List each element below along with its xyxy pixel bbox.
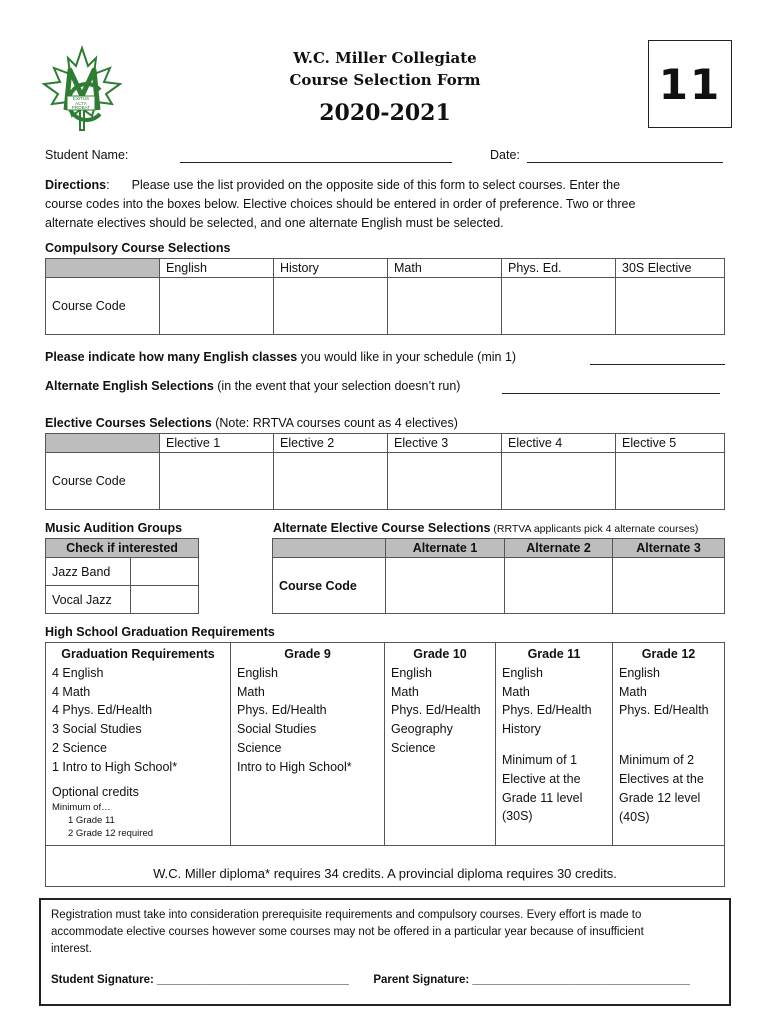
notice-box xyxy=(39,898,731,1006)
parent-signature[interactable]: Parent Signature: __________________________________ xyxy=(373,974,690,986)
grade12-note: Minimum of 2 xyxy=(619,753,695,768)
electives-note: (Note: RRTVA courses count as 4 electives) xyxy=(211,416,458,430)
compulsory-col-30s: 30S Elective xyxy=(616,259,725,278)
electives-table xyxy=(45,433,725,510)
grade12-note: (40S) xyxy=(619,809,650,824)
grade12-note: Electives at the xyxy=(619,771,704,786)
grad-header-grade12: Grade 12 xyxy=(641,647,696,661)
grade12-item: English xyxy=(619,665,660,680)
logo-motto: EXITUS ACTA PROBAT xyxy=(71,96,91,110)
grade11-note: Elective at the xyxy=(502,771,581,786)
grade9-item: English xyxy=(237,665,278,680)
compulsory-row-label: Course Code xyxy=(46,278,160,335)
directions-line1: Please use the list provided on the opposite side of this form to select courses. Enter the xyxy=(131,178,621,192)
date-field[interactable] xyxy=(527,162,723,163)
directions-line2: course codes into the boxes below. Elective choices should be entered in order of preference. Two or three xyxy=(45,197,636,211)
grade12-item: Phys. Ed/Health xyxy=(619,703,709,718)
grad-col-grade9 xyxy=(231,643,385,846)
grade10-item: Math xyxy=(391,684,419,699)
alternate-english-bold: Alternate English Selections xyxy=(45,379,214,393)
grad-col-requirements xyxy=(46,643,231,846)
compulsory-title: Compulsory Course Selections xyxy=(45,241,231,255)
music-row-jazz-band: Jazz Band xyxy=(46,558,131,586)
grade-badge xyxy=(648,40,732,128)
grade9-item: Math xyxy=(237,684,265,699)
grade11-item: English xyxy=(502,665,543,680)
signature-row xyxy=(51,972,719,989)
student-name-field[interactable] xyxy=(180,162,452,163)
compulsory-col-math: Math xyxy=(388,259,502,278)
elective-col-3: Elective 3 xyxy=(388,434,502,453)
grade10-item: Phys. Ed/Health xyxy=(391,703,481,718)
grade9-item: Science xyxy=(237,740,282,755)
grad-col-grade11 xyxy=(496,643,613,846)
student-name-label: Student Name: xyxy=(45,148,129,162)
elective-input-3[interactable] xyxy=(388,453,502,510)
alternate-col-1: Alternate 1 xyxy=(386,539,505,558)
school-name: W.C. Miller Collegiate xyxy=(293,49,477,67)
notice-line3: interest. xyxy=(51,943,92,955)
grade10-item: English xyxy=(391,665,432,680)
student-signature[interactable]: Student Signature: ______________________________ xyxy=(51,974,349,986)
elective-col-1: Elective 1 xyxy=(160,434,274,453)
compulsory-input-history[interactable] xyxy=(274,278,388,335)
elective-input-1[interactable] xyxy=(160,453,274,510)
alternate-input-3[interactable] xyxy=(613,558,725,614)
notice-line1: Registration must take into consideration prerequisite requirements and compulsory courses. Every effort is made to xyxy=(51,909,642,921)
school-year: 2020-2021 xyxy=(319,100,451,126)
directions-colon: : xyxy=(106,178,110,192)
req-item: 3 Social Studies xyxy=(52,722,142,737)
directions-label: Directions xyxy=(45,178,107,192)
compulsory-input-physed[interactable] xyxy=(502,278,616,335)
compulsory-col-history: History xyxy=(274,259,388,278)
directions xyxy=(45,176,725,233)
minimum-item: 1 Grade 11 xyxy=(68,815,115,827)
grad-header-grade11: Grade 11 xyxy=(527,647,581,661)
grad-header-requirements: Graduation Requirements xyxy=(61,647,215,661)
music-row-vocal-jazz: Vocal Jazz xyxy=(46,586,131,614)
alternate-electives-title-row xyxy=(273,521,698,535)
music-header: Check if interested xyxy=(46,539,199,558)
minimum-label: Minimum of… xyxy=(52,802,111,814)
optional-credits-label: Optional credits xyxy=(52,784,139,799)
alternate-english-field[interactable] xyxy=(502,393,720,394)
electives-title-row xyxy=(45,416,458,430)
grade12-note: Grade 12 level xyxy=(619,790,701,805)
english-classes-field[interactable] xyxy=(590,364,725,365)
english-classes-prompt xyxy=(45,350,516,364)
grade9-item: Intro to High School* xyxy=(237,759,352,774)
grade10-item: Science xyxy=(391,740,436,755)
grade11-note: (30S) xyxy=(502,809,533,824)
grad-header-grade10: Grade 10 xyxy=(413,647,467,661)
alternate-row-label: Course Code xyxy=(273,558,386,614)
alternate-input-2[interactable] xyxy=(505,558,613,614)
notice-line2: accommodate elective courses however some courses may not be offered in a particular year because of insufficient xyxy=(51,926,644,938)
directions-line3: alternate electives should be selected, and one alternate English must be selected. xyxy=(45,216,504,230)
alternate-electives-table xyxy=(272,538,725,614)
alternate-col-2: Alternate 2 xyxy=(505,539,613,558)
grad-col-grade12 xyxy=(613,643,725,846)
req-item: 2 Science xyxy=(52,740,107,755)
grade11-note: Minimum of 1 xyxy=(502,752,578,767)
grade11-item: History xyxy=(502,722,541,737)
minimum-item: 2 Grade 12 required xyxy=(68,828,154,840)
electives-row-label: Course Code xyxy=(46,453,160,510)
elective-col-2: Elective 2 xyxy=(274,434,388,453)
compulsory-input-math[interactable] xyxy=(388,278,502,335)
electives-title: Elective Courses Selections xyxy=(45,416,212,430)
grad-header-grade9: Grade 9 xyxy=(284,647,331,661)
grade12-item: Math xyxy=(619,684,647,699)
grade11-item: Math xyxy=(502,684,530,699)
compulsory-col-english: English xyxy=(160,259,274,278)
elective-input-5[interactable] xyxy=(616,453,725,510)
english-classes-rest: you would like in your schedule (min 1) xyxy=(297,350,517,364)
req-item: 4 Phys. Ed/Health xyxy=(52,703,153,718)
elective-col-5: Elective 5 xyxy=(616,434,725,453)
english-classes-bold: Please indicate how many English classes xyxy=(45,350,298,364)
grade-number: 11 xyxy=(658,60,722,109)
alternate-english-rest: (in the event that your selection doesn’t run) xyxy=(213,379,461,393)
compulsory-table xyxy=(45,258,725,335)
req-item: 4 Math xyxy=(52,684,91,699)
req-item: 4 English xyxy=(52,665,104,680)
alternate-input-1[interactable] xyxy=(386,558,505,614)
elective-col-4: Elective 4 xyxy=(502,434,616,453)
graduation-table xyxy=(45,642,725,887)
alternate-english-prompt xyxy=(45,379,460,393)
alternate-col-3: Alternate 3 xyxy=(613,539,725,558)
compulsory-input-english[interactable] xyxy=(160,278,274,335)
alternate-electives-title: Alternate Elective Course Selections xyxy=(273,521,491,535)
music-check-vocal-jazz[interactable] xyxy=(131,586,199,614)
date-label: Date: xyxy=(490,148,520,162)
grade9-item: Phys. Ed/Health xyxy=(237,703,327,718)
diploma-footer: W.C. Miller diploma* requires 34 credits. A provincial diploma requires 30 credits. xyxy=(46,846,725,887)
grad-col-grade10 xyxy=(385,643,496,846)
grade10-item: Geography xyxy=(391,722,453,737)
elective-input-2[interactable] xyxy=(274,453,388,510)
music-title: Music Audition Groups xyxy=(45,521,183,535)
compulsory-col-physed: Phys. Ed. xyxy=(502,259,616,278)
form-title: Course Selection Form xyxy=(289,71,481,89)
music-check-jazz-band[interactable] xyxy=(131,558,199,586)
elective-input-4[interactable] xyxy=(502,453,616,510)
grade11-note: Grade 11 level xyxy=(502,790,583,805)
grade11-item: Phys. Ed/Health xyxy=(502,703,592,718)
compulsory-input-30s[interactable] xyxy=(616,278,725,335)
school-logo xyxy=(40,44,124,134)
grade9-item: Social Studies xyxy=(237,722,317,737)
req-item: 1 Intro to High School* xyxy=(52,759,178,774)
alternate-electives-note: (RRTVA applicants pick 4 alternate courses) xyxy=(490,523,699,535)
graduation-title: High School Graduation Requirements xyxy=(45,625,275,639)
music-table xyxy=(45,538,199,614)
